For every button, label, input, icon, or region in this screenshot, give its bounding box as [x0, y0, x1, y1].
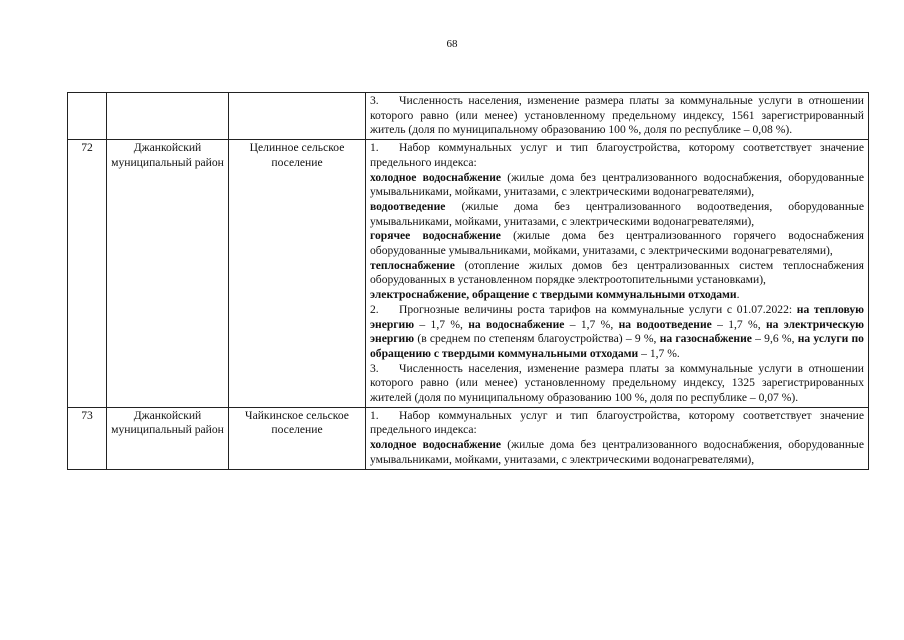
table-row [68, 407, 869, 469]
bold-text-run: электроснабжение, обращение с твердыми коммунальными отходами [370, 288, 737, 302]
description-paragraph [370, 94, 864, 138]
bold-text-run: на электрическую энергию [370, 317, 864, 346]
text-run: – 1,7 %. [638, 346, 680, 360]
text-run: – 9,6 %, [751, 332, 798, 346]
row-number-cell [68, 93, 107, 140]
description-paragraph [370, 303, 864, 362]
bold-text-run: холодное водоснабжение [370, 438, 502, 452]
text-run: (жилые дома без централизованного водоснабжения, оборудованные умывальниками, мойками, унитазами, с электрическими водонагревателями), [370, 438, 864, 466]
description-paragraph [370, 171, 864, 200]
text-run: . [736, 288, 740, 302]
text-run: (жилые дома без централизованного горячего водоснабжения оборудованные умывальниками, мойками, унитазами, с электрическими водонагревателями), [370, 229, 864, 258]
text-run: – 1,7 %, [414, 317, 469, 331]
description-paragraph [370, 200, 864, 229]
row-number-cell: 73 [68, 407, 107, 469]
text-run: 3. Численность населения, изменение размера платы за коммунальные услуги в отношении которого равно (или менее) установленному предельному индексу, 1561 зарегистрированный житель (доля по муниципальному образованию 100 %, доля по республике – 0,08 %). [370, 94, 864, 137]
municipal-index-table [67, 92, 869, 470]
bold-text-run: на газоснабжение [659, 332, 752, 346]
text-run: – 1,7 %, [711, 317, 766, 331]
bold-text-run: холодное водоснабжение [370, 170, 502, 184]
description-paragraph [370, 288, 864, 303]
paragraph-number: 3. [370, 94, 379, 107]
district-cell: Джанкойский муниципальный район [107, 140, 229, 408]
description-paragraph [370, 362, 864, 406]
text-run: 3. Численность населения, изменение размера платы за коммунальные услуги в отношении которого равно (или менее) установленному предельному индексу, 1325 зарегистрированных жителей (доля по муниципальному образованию 100 %, доля по республике – 0,07 %). [370, 361, 864, 405]
description-paragraph [370, 141, 864, 170]
text-run: 2. Прогнозные величины роста тарифов на коммунальные услуги с 01.07.2022: [370, 302, 797, 316]
bold-text-run: на водоснабжение [468, 317, 565, 331]
text-run: – 1,7 %, [564, 317, 619, 331]
paragraph-number: 2. [370, 302, 379, 316]
description-paragraph [370, 409, 864, 438]
paragraph-number: 1. [370, 408, 379, 422]
text-run: 1. Набор коммунальных услуг и тип благоустройства, которому соответствует значение предельного индекса: [370, 408, 864, 437]
table-body [68, 93, 869, 470]
description-cell [366, 407, 869, 469]
bold-text-run: водоотведение [370, 199, 446, 213]
paragraph-number: 3. [370, 361, 379, 375]
bold-text-run: теплоснабжение [370, 258, 455, 272]
settlement-cell: Целинное сельское поселение [229, 140, 366, 408]
table-row [68, 93, 869, 140]
description-cell [366, 140, 869, 408]
table-row [68, 140, 869, 408]
description-paragraph [370, 229, 864, 258]
text-run: (жилые дома без централизованного водоснабжения, оборудованные умывальниками, мойками, унитазами, с электрическими водонагревателями), [370, 170, 864, 199]
description-cell [366, 93, 869, 140]
bold-text-run: на услуги по обращению с твердыми коммунальными отходами [370, 332, 864, 360]
description-paragraph [370, 259, 864, 288]
bold-text-run: на водоотведение [618, 317, 712, 331]
paragraph-number: 1. [370, 141, 379, 155]
description-paragraph [370, 438, 864, 467]
settlement-cell [229, 93, 366, 140]
text-run: (в среднем по степеням благоустройства) – 9 %, [414, 332, 660, 346]
row-number-cell: 72 [68, 140, 107, 408]
district-cell: Джанкойский муниципальный район [107, 407, 229, 469]
text-run: (отопление жилых домов без централизованных систем теплоснабжения оборудованных в установленном порядке электроотопительными установками), [370, 258, 864, 287]
bold-text-run: на тепловую энергию [370, 302, 864, 331]
page-number: 68 [446, 38, 458, 50]
district-cell [107, 93, 229, 140]
text-run: 1. Набор коммунальных услуг и тип благоустройства, которому соответствует значение предельного индекса: [370, 141, 864, 169]
bold-text-run: горячее водоснабжение [370, 229, 501, 243]
text-run: (жилые дома без централизованного водоотведения, оборудованные умывальниками, мойками, унитазами, с электрическими водонагревателями), [370, 199, 864, 228]
settlement-cell: Чайкинское сельское поселение [229, 407, 366, 469]
